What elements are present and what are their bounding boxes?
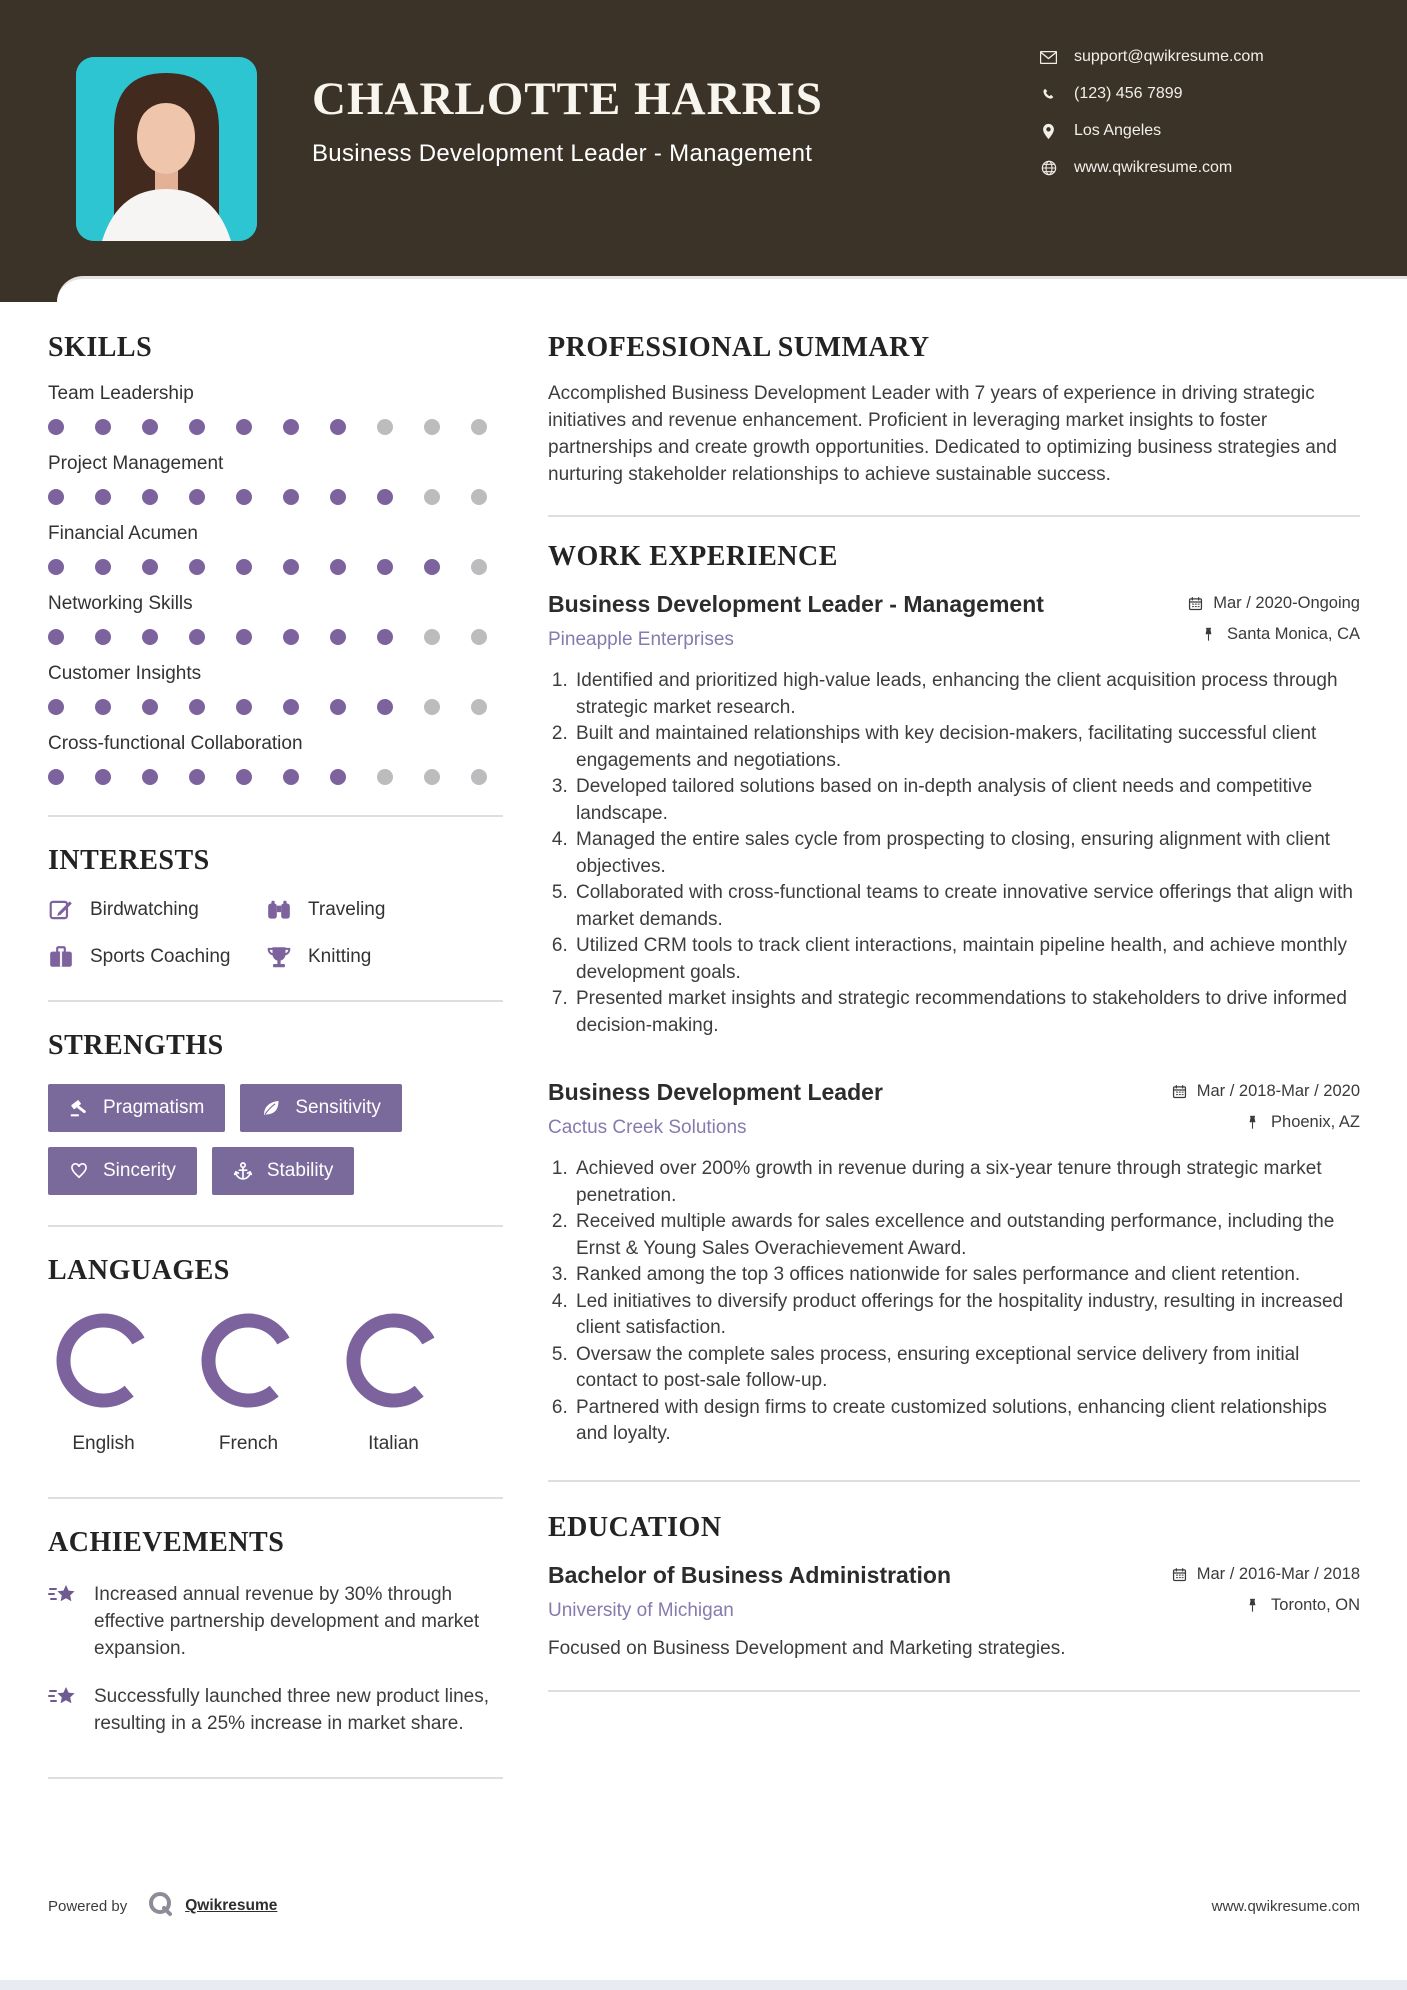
strengths-list <box>48 1084 503 1195</box>
right-column <box>548 332 1360 1807</box>
job-bullet: 2. Received multiple awards for sales excellence and outstanding performance, including the Ernst & Young Sales Overachievement Award. <box>573 1209 1360 1262</box>
pushpin-icon <box>1202 627 1218 643</box>
page-rounded-corner <box>57 276 1407 302</box>
anchor-icon <box>233 1161 253 1181</box>
skill-rating <box>48 629 503 645</box>
calendar-icon <box>1172 1084 1188 1100</box>
job-date-text: Mar / 2018-Mar / 2020 <box>1196 1082 1360 1100</box>
rating-dot <box>95 699 111 715</box>
job-meta <box>1172 1079 1360 1132</box>
language-ring <box>346 1313 441 1408</box>
rating-dot <box>283 419 299 435</box>
globe-icon <box>1040 160 1057 177</box>
divider <box>548 1690 1360 1692</box>
divider <box>548 515 1360 517</box>
rating-dot <box>283 489 299 505</box>
job-bullet: 3. Developed tailored solutions based on in-depth analysis of client needs and competitive landscape. <box>573 774 1360 827</box>
rating-dot <box>95 629 111 645</box>
rating-dot <box>142 699 158 715</box>
job-bullet-list <box>548 1156 1360 1448</box>
language-item <box>56 1313 151 1455</box>
rating-dot <box>283 559 299 575</box>
rating-dot <box>142 559 158 575</box>
achievement-item <box>48 1683 503 1737</box>
phone-icon <box>1040 86 1057 103</box>
language-label: Italian <box>368 1433 419 1454</box>
calendar-icon <box>1188 596 1204 612</box>
job-title-block <box>548 591 1044 651</box>
strength-badge <box>212 1147 355 1195</box>
skill-item <box>48 522 503 575</box>
footer <box>48 1886 1360 1926</box>
skill-item <box>48 662 503 715</box>
job-bullet: 7. Presented market insights and strategic recommendations to stakeholders to drive informed decision-making. <box>573 986 1360 1039</box>
rating-dot <box>236 769 252 785</box>
calendar-icon <box>1172 1566 1188 1582</box>
summary-section <box>548 332 1360 488</box>
interests-section <box>48 845 503 970</box>
skill-rating <box>48 419 503 435</box>
contact-email[interactable] <box>1040 48 1264 66</box>
languages-heading: LANGUAGES <box>48 1255 230 1286</box>
rating-dot <box>330 419 346 435</box>
rating-dot <box>48 769 64 785</box>
rating-dot <box>236 489 252 505</box>
job-meta <box>1188 591 1360 644</box>
education-heading: EDUCATION <box>548 1511 722 1543</box>
strength-label: Sincerity <box>103 1160 176 1181</box>
strength-badge <box>48 1147 197 1195</box>
job-company: Pineapple Enterprises <box>548 629 734 650</box>
job-entry <box>548 1079 1360 1448</box>
skill-item <box>48 592 503 645</box>
pushpin-icon <box>1246 1597 1262 1613</box>
strength-label: Stability <box>266 1160 334 1181</box>
page-bottom-strip <box>0 1980 1407 1990</box>
divider <box>548 1480 1360 1482</box>
job-bullet-list <box>548 668 1360 1039</box>
rating-dot <box>377 489 393 505</box>
job-bullet: 3. Ranked among the top 3 offices nationwide for sales performance and client retention. <box>573 1262 1360 1289</box>
contact-website-text: www.qwikresume.com <box>1074 159 1233 176</box>
skill-name: Team Leadership <box>48 383 194 404</box>
skill-item <box>48 382 503 435</box>
rating-dot <box>142 489 158 505</box>
rating-dot <box>283 699 299 715</box>
strengths-section <box>48 1030 503 1195</box>
job-location <box>1188 625 1360 644</box>
rating-dot <box>471 489 487 505</box>
education-entry <box>548 1562 1360 1660</box>
rating-dot <box>330 769 346 785</box>
skills-heading: SKILLS <box>48 332 153 363</box>
divider <box>48 1000 503 1002</box>
skill-name: Cross-functional Collaboration <box>48 733 303 754</box>
strength-label: Pragmatism <box>103 1097 205 1118</box>
rating-dot <box>95 559 111 575</box>
strength-label: Sensitivity <box>295 1097 381 1118</box>
profile-photo-illustration <box>76 57 257 241</box>
rating-dot <box>142 629 158 645</box>
job-title-block <box>548 1079 883 1139</box>
job-entry <box>548 591 1360 1039</box>
contact-website[interactable] <box>1040 159 1264 177</box>
job-date-text: Mar / 2020-Ongoing <box>1213 594 1360 612</box>
rating-dot <box>95 769 111 785</box>
job-title: Business Development Leader <box>548 1079 883 1105</box>
summary-heading: PROFESSIONAL SUMMARY <box>548 332 930 363</box>
experience-heading: WORK EXPERIENCE <box>548 541 838 572</box>
interest-label: Birdwatching <box>90 899 199 920</box>
rating-dot <box>48 419 64 435</box>
interest-item <box>48 944 266 970</box>
rating-dot <box>48 699 64 715</box>
achievements-section <box>48 1527 503 1737</box>
rating-dot <box>471 419 487 435</box>
education-date <box>1172 1565 1360 1584</box>
main-content <box>0 302 1407 1807</box>
rating-dot <box>424 629 440 645</box>
strength-badge <box>48 1084 225 1132</box>
footer-website-link[interactable]: www.qwikresume.com <box>1211 1897 1360 1915</box>
skill-rating <box>48 489 503 505</box>
job-header <box>548 1079 1360 1139</box>
rating-dot <box>330 629 346 645</box>
language-label: English <box>72 1433 135 1454</box>
rating-dot <box>283 769 299 785</box>
leaf-icon <box>261 1098 281 1118</box>
language-ring <box>201 1313 296 1408</box>
job-company: Cactus Creek Solutions <box>548 1117 747 1138</box>
skill-rating <box>48 559 503 575</box>
rating-dot <box>48 629 64 645</box>
skills-list <box>48 382 503 785</box>
language-label: French <box>218 1433 279 1454</box>
rating-dot <box>142 419 158 435</box>
education-degree: Bachelor of Business Administration <box>548 1561 951 1588</box>
qwikresume-logo-icon <box>145 1889 175 1924</box>
skill-name: Financial Acumen <box>48 523 198 544</box>
job-title: Business Development Leader - Management <box>548 591 1044 617</box>
skills-section <box>48 332 503 785</box>
skill-name: Networking Skills <box>48 593 193 614</box>
left-column <box>48 332 503 1807</box>
contact-location <box>1040 122 1264 140</box>
contact-email-text: support@qwikresume.com <box>1074 48 1264 65</box>
interest-label: Sports Coaching <box>90 946 231 967</box>
rating-dot <box>142 769 158 785</box>
education-title-block <box>548 1562 951 1622</box>
contact-location-text: Los Angeles <box>1074 122 1162 139</box>
job-location-text: Santa Monica, CA <box>1227 625 1360 643</box>
rating-dot <box>48 559 64 575</box>
interests-list <box>48 897 503 970</box>
rating-dot <box>424 559 440 575</box>
summary-text: Accomplished Business Development Leader with 7 years of experience in driving strategic initiatives and revenue enhancement. Proficient in leveraging market insights to foster partnerships and create growth opportunities. Dedicated to optimizing business strategies and nurturing stakeholder relationships to achieve sustainable success. <box>548 383 1337 485</box>
rating-dot <box>377 559 393 575</box>
rating-dot <box>424 489 440 505</box>
divider <box>48 1225 503 1227</box>
rating-dot <box>236 699 252 715</box>
job-location <box>1172 1113 1360 1132</box>
divider <box>48 1497 503 1499</box>
gavel-icon <box>69 1098 89 1118</box>
contact-phone <box>1040 85 1264 103</box>
divider <box>48 815 503 817</box>
achievements-heading: ACHIEVEMENTS <box>48 1527 285 1558</box>
contact-phone-text: (123) 456 7899 <box>1074 85 1183 102</box>
rating-dot <box>189 419 205 435</box>
rating-dot <box>189 559 205 575</box>
interests-heading: INTERESTS <box>48 845 210 876</box>
profile-photo <box>76 57 257 241</box>
rating-dot <box>330 699 346 715</box>
rating-dot <box>377 769 393 785</box>
job-bullet: 6. Partnered with design firms to create customized solutions, enhancing client relationships and loyalty. <box>573 1395 1360 1448</box>
language-ring <box>56 1313 151 1408</box>
education-date-text: Mar / 2016-Mar / 2018 <box>1196 1564 1360 1583</box>
rating-dot <box>236 419 252 435</box>
education-section <box>548 1512 1360 1660</box>
interest-item <box>266 897 503 923</box>
achievement-item <box>48 1581 503 1662</box>
envelope-icon <box>1040 49 1057 66</box>
pushpin-icon <box>1246 1115 1262 1131</box>
skill-rating <box>48 699 503 715</box>
job-bullet: 5. Collaborated with cross-functional teams to create innovative service offerings that align with market demands. <box>573 880 1360 933</box>
contact-list <box>1040 48 1264 196</box>
strengths-heading: STRENGTHS <box>48 1030 224 1061</box>
education-meta <box>1172 1562 1360 1615</box>
divider <box>48 1777 503 1779</box>
rating-dot <box>471 769 487 785</box>
interest-label: Knitting <box>308 946 372 967</box>
education-location-text: Toronto, ON <box>1271 1595 1360 1614</box>
experience-section <box>548 541 1360 1448</box>
rating-dot <box>48 489 64 505</box>
skill-name: Project Management <box>48 453 224 474</box>
job-bullet: 1. Identified and prioritized high-value leads, enhancing the client acquisition process through strategic market research. <box>573 668 1360 721</box>
person-name: CHARLOTTE HARRIS <box>312 73 823 125</box>
job-header <box>548 591 1360 651</box>
header-corner-strip <box>0 276 1407 302</box>
skill-item <box>48 732 503 785</box>
interest-label: Traveling <box>308 899 386 920</box>
job-bullet: 4. Led initiatives to diversify product offerings for the hospitality industry, resulting in increased client satisfaction. <box>573 1289 1360 1342</box>
rating-dot <box>95 419 111 435</box>
education-header <box>548 1562 1360 1622</box>
shooting-star-icon <box>48 1683 78 1713</box>
rating-dot <box>330 489 346 505</box>
rating-dot <box>189 699 205 715</box>
language-item <box>346 1313 441 1455</box>
rating-dot <box>471 699 487 715</box>
strength-badge <box>240 1084 402 1132</box>
language-item <box>201 1313 296 1455</box>
trophy-icon <box>266 944 292 970</box>
job-bullet: 4. Managed the entire sales cycle from prospecting to closing, ensuring alignment with client objectives. <box>573 827 1360 880</box>
heart-icon <box>69 1161 89 1181</box>
binoculars-icon <box>266 897 292 923</box>
qwikresume-brand-link[interactable]: Qwikresume <box>185 1897 278 1914</box>
shooting-star-icon <box>48 1581 78 1611</box>
education-school: University of Michigan <box>548 1599 734 1621</box>
education-note: Focused on Business Development and Marketing strategies. <box>548 1637 1066 1659</box>
education-location <box>1172 1596 1360 1615</box>
achievements-list <box>48 1581 503 1737</box>
skill-name: Customer Insights <box>48 663 202 684</box>
rating-dot <box>283 629 299 645</box>
skill-rating <box>48 769 503 785</box>
job-date <box>1172 1082 1360 1101</box>
briefcase-icon <box>48 944 74 970</box>
pen-square-icon <box>48 897 74 923</box>
rating-dot <box>424 419 440 435</box>
rating-dot <box>236 629 252 645</box>
rating-dot <box>189 629 205 645</box>
languages-section <box>48 1255 503 1455</box>
name-block <box>312 72 823 168</box>
rating-dot <box>471 559 487 575</box>
rating-dot <box>95 489 111 505</box>
rating-dot <box>236 559 252 575</box>
interest-item <box>48 897 266 923</box>
rating-dot <box>377 629 393 645</box>
job-date <box>1188 594 1360 613</box>
rating-dot <box>330 559 346 575</box>
map-pin-icon <box>1040 123 1057 140</box>
rating-dot <box>424 769 440 785</box>
languages-list <box>48 1313 503 1455</box>
job-location-text: Phoenix, AZ <box>1271 1113 1360 1131</box>
job-bullet: 5. Oversaw the complete sales process, ensuring exceptional service delivery from initial contact to post-sale follow-up. <box>573 1342 1360 1395</box>
header <box>0 0 1407 276</box>
interest-item <box>266 944 503 970</box>
powered-by-label: Powered by <box>48 1897 128 1915</box>
achievement-text: Increased annual revenue by 30% through effective partnership development and market expansion. <box>94 1584 480 1659</box>
rating-dot <box>424 699 440 715</box>
job-bullet: 1. Achieved over 200% growth in revenue during a six-year tenure through strategic market penetration. <box>573 1156 1360 1209</box>
rating-dot <box>377 699 393 715</box>
job-bullet: 6. Utilized CRM tools to track client interactions, maintain pipeline health, and achieve monthly development goals. <box>573 933 1360 986</box>
skill-item <box>48 452 503 505</box>
rating-dot <box>189 489 205 505</box>
achievement-text: Successfully launched three new product lines, resulting in a 25% increase in market share. <box>94 1686 490 1734</box>
rating-dot <box>377 419 393 435</box>
rating-dot <box>189 769 205 785</box>
job-bullet: 2. Built and maintained relationships with key decision-makers, facilitating successful client engagements and negotiations. <box>573 721 1360 774</box>
person-title: Business Development Leader - Management <box>312 140 813 167</box>
rating-dot <box>471 629 487 645</box>
